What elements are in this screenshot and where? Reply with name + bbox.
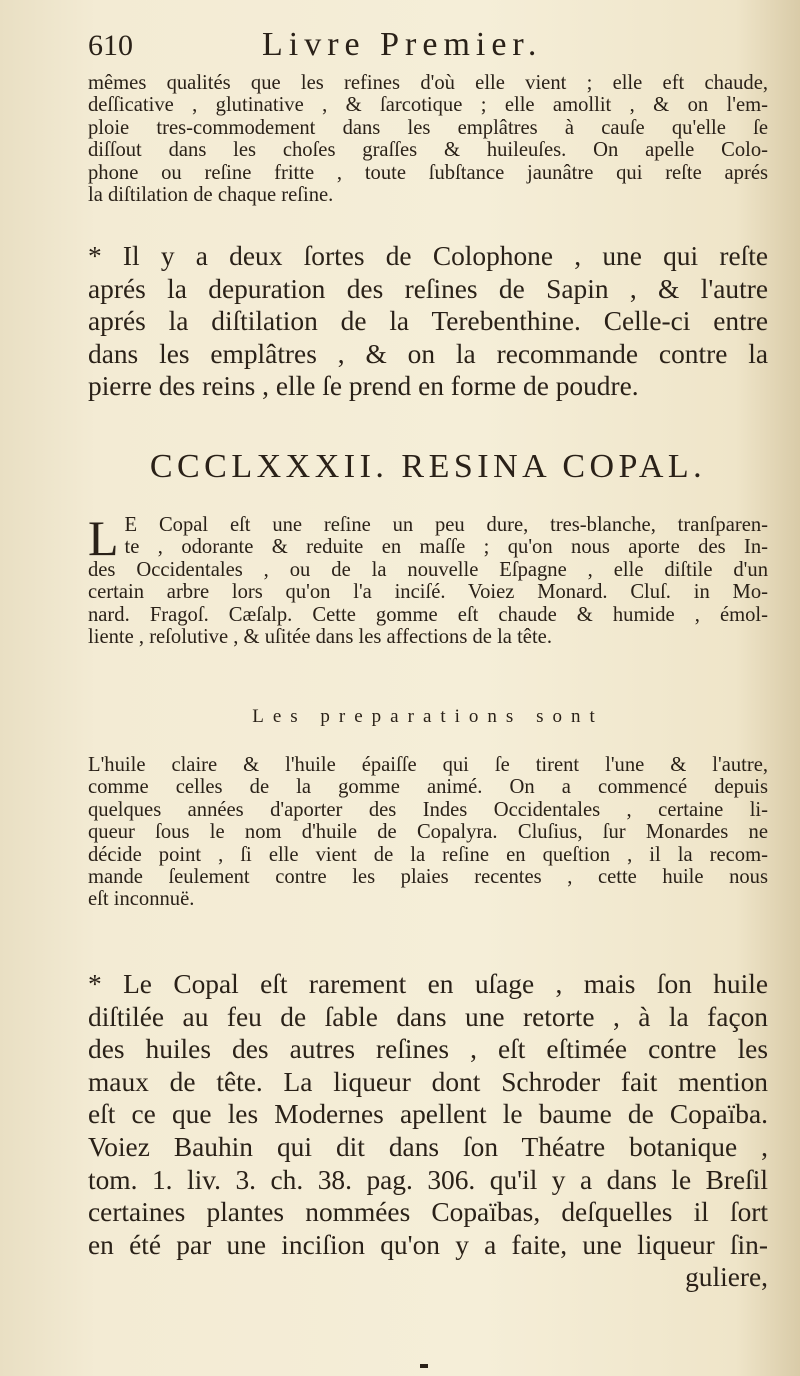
page-header: [88, 26, 768, 70]
text-line: aprés la depuration des reſines de Sapin , & l'autre: [88, 273, 768, 304]
text-line: nard. Fragoſ. Cæſalp. Cette gomme eſt chaude & humide , émol-: [88, 603, 768, 626]
text-line: deſſicative , glutinative , & ſarcotique ; elle amollit , & on l'em-: [88, 94, 768, 117]
text-line: te , odorante & reduite en maſſe ; qu'on nous aporte des In-: [124, 536, 768, 559]
text-line: mande ſeulement contre les plaies recentes , cette huile nous: [88, 866, 768, 889]
text-line: diſtilée au feu de ſable dans une retorte , à la façon: [88, 1001, 768, 1032]
paragraph-copal-usage: [88, 968, 768, 1294]
text-line: certain arbre lors qu'on l'a inciſé. Voiez Monard. Cluſ. in Mo-: [88, 581, 768, 604]
text-line: liente , reſolutive , & uſitée dans les affections de la tête.: [88, 626, 552, 649]
text-line: en été par une inciſion qu'on y a faite, une liqueur ſin-: [88, 1229, 768, 1260]
text-line: ploie tres-commodement dans les emplâtres à cauſe qu'elle ſe: [88, 116, 768, 139]
text-line: * Il y a deux ſortes de Colophone , une qui reſte: [88, 241, 768, 271]
printer-mark: [420, 1364, 428, 1368]
text-line: L'huile claire & l'huile épaiſſe qui ſe tirent l'une & l'autre,: [88, 754, 768, 776]
text-line: maux de tête. La liqueur dont Schroder fait mention: [88, 1066, 768, 1097]
text-line: pierre des reins , elle ſe prend en forme de poudre.: [88, 371, 639, 402]
section-heading-block: [88, 448, 768, 486]
preparations-subheading: Les preparations sont: [252, 706, 604, 727]
paragraph-preparations: [88, 754, 768, 911]
text-line: décide point , ſi elle vient de la reſine en queſtion , il la recom-: [88, 843, 768, 866]
paragraph-colophone-description: [88, 72, 768, 206]
text-line: tom. 1. liv. 3. ch. 38. pag. 306. qu'il y a dans le Breſil: [88, 1164, 768, 1195]
text-line: Voiez Bauhin qui dit dans ſon Théatre botanique ,: [88, 1131, 768, 1162]
drop-cap: L: [88, 510, 119, 566]
text-line: eſt ce que les Modernes apellent le baume de Copaïba.: [88, 1099, 768, 1130]
text-line: des Occidentales , ou de la nouvelle Eſpagne , elle diſtile d'un: [88, 558, 768, 581]
text-line: dans les emplâtres , & on la recommande contre la: [88, 338, 768, 369]
text-line: des huiles des autres reſines , eſt eſtimée contre les: [88, 1034, 768, 1065]
paragraph-copal-description: [88, 510, 768, 649]
text-line: * Le Copal eſt rarement en uſage , mais ſon huile: [88, 969, 768, 999]
text-line: aprés la diſtilation de la Terebenthine. Celle-ci entre: [88, 306, 768, 337]
paragraph-colophone-note: [88, 240, 768, 403]
text-line: phone ou reſine fritte , toute ſubſtance jaunâtre qui reſte aprés: [88, 161, 768, 184]
section-heading: CCCLXXXII. RESINA COPAL.: [149, 448, 707, 485]
text-line: E Copal eſt une reſine un peu dure, tres-blanche, tranſparen-: [124, 514, 768, 536]
running-title: Livre Premier.: [262, 26, 543, 63]
text-line: la diſtilation de chaque reſine.: [88, 184, 334, 207]
text-line: comme celles de la gomme animé. On a commencé depuis: [88, 776, 768, 799]
text-line: diſſout dans les choſes graſſes & huileuſes. On apelle Colo-: [88, 139, 768, 162]
page-number: 610: [88, 29, 133, 62]
catchword: guliere,: [685, 1262, 768, 1293]
subheading-block: [88, 706, 768, 728]
text-line: certaines plantes nommées Copaïbas, deſquelles il ſort: [88, 1197, 768, 1228]
text-line: queur ſous le nom d'huile de Copalyra. Cluſius, ſur Monardes ne: [88, 821, 768, 844]
text-line: mêmes qualités que les refines d'où elle vient ; elle eft chaude,: [88, 72, 768, 94]
text-line: eſt inconnuë.: [88, 888, 195, 911]
text-line: quelques années d'aporter des Indes Occidentales , certaine li-: [88, 798, 768, 821]
